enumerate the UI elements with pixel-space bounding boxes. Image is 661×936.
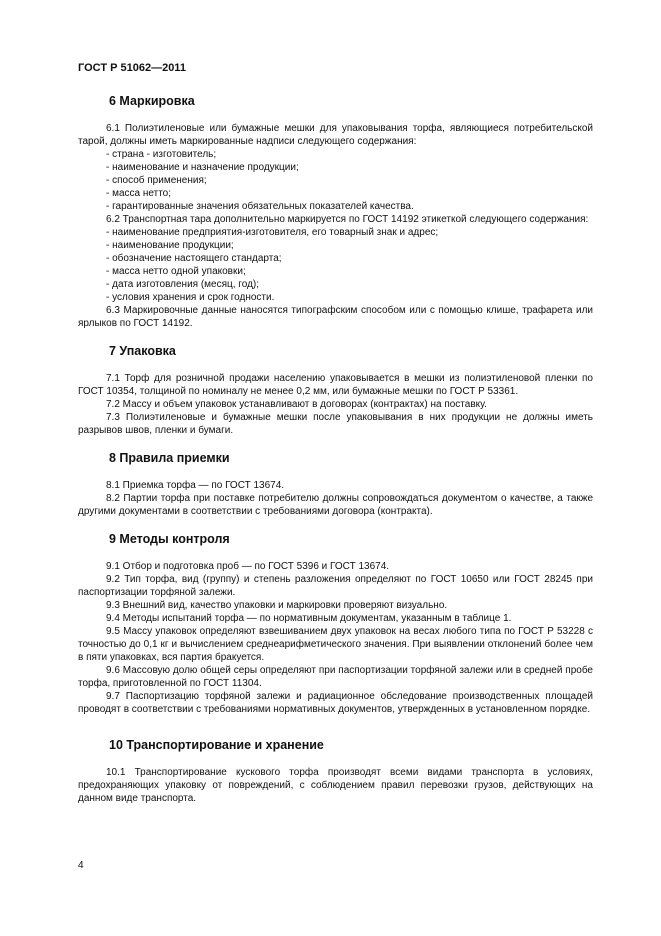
- list-item: - наименование и назначение продукции;: [106, 162, 299, 173]
- section-8-title: 8 Правила приемки: [109, 451, 230, 465]
- document-code-header: ГОСТ Р 51062—2011: [78, 62, 186, 74]
- paragraph-7-3: 7.3 Полиэтиленовые и бумажные мешки после упаковывания в них продукции не должны иметь разрывов швов, пленки и бумаги.: [78, 412, 593, 436]
- section-10-title: 10 Транспортирование и хранение: [109, 738, 324, 752]
- paragraph-10-1: 10.1 Транспортирование кускового торфа производят всеми видами транспорта в условиях, предохраняющих упаковку от повреждений, с соблюдением правил перевозки грузов, действующих на данном виде транспорта.: [78, 767, 593, 804]
- section-7-packaging: [78, 344, 593, 437]
- paragraph-9-1: 9.1 Отбор и подготовка проб — по ГОСТ 5396 и ГОСТ 13674.: [106, 561, 390, 572]
- list-item: - наименование продукции;: [106, 240, 234, 251]
- paragraph-9-2: 9.2 Тип торфа, вид (группу) и степень разложения определяют по ГОСТ 10650 или ГОСТ 28245 при паспортизации торфяной залежи.: [78, 574, 593, 598]
- list-item: - обозначение настоящего стандарта;: [106, 253, 282, 264]
- list-item: - гарантированные значения обязательных показателей качества.: [106, 201, 414, 212]
- paragraph-9-6: 9.6 Массовую долю общей серы определяют при паспортизации торфяной залежи или в средней пробе торфа, приготовленной по ГОСТ 11304.: [78, 665, 593, 689]
- paragraph-9-7: 9.7 Паспортизацию торфяной залежи и радиационное обследование производственных площадей проводят в соответствии с требованиями нормативных документов, утвержденных в установленном порядке.: [78, 691, 593, 715]
- list-item: - наименование предприятия-изготовителя, его товарный знак и адрес;: [106, 227, 439, 238]
- section-10-transport-storage: [78, 738, 593, 805]
- page-number: 4: [78, 860, 84, 871]
- document-page: [78, 62, 593, 819]
- paragraph-9-3: 9.3 Внешний вид, качество упаковки и маркировки проверяют визуально.: [106, 600, 448, 611]
- section-8-acceptance: [78, 451, 593, 518]
- list-item: - страна - изготовитель;: [106, 149, 217, 160]
- list-item: - масса нетто;: [106, 188, 172, 199]
- paragraph-9-5: 9.5 Массу упаковок определяют взвешиванием двух упаковок на весах любого типа по ГОСТ Р 53228 с точностью до 0,1 кг и вычислением среднеарифметического значения. При выявлении отклонений более чем в пяти упаковках, вся партия бракуется.: [78, 626, 593, 663]
- paragraph-6-1: 6.1 Полиэтиленовые или бумажные мешки для упаковывания торфа, являющиеся потребительской тарой, должны иметь маркированные надписи следующего содержания:: [78, 123, 593, 147]
- section-6-marking: [78, 94, 593, 330]
- paragraph-6-2: 6.2 Транспортная тара дополнительно маркируется по ГОСТ 14192 этикеткой следующего содержания:: [106, 214, 589, 225]
- list-item: - способ применения;: [106, 175, 207, 186]
- paragraph-7-2: 7.2 Массу и объем упаковок устанавливают в договорах (контрактах) на поставку.: [106, 399, 487, 410]
- paragraph-8-2: 8.2 Партии торфа при поставке потребителю должны сопровождаться документом о качестве, а также другими документами в соответствии с требованиями договора (контракта).: [78, 493, 593, 517]
- list-6-1: [78, 148, 593, 213]
- section-9-control-methods: [78, 532, 593, 716]
- section-6-title: 6 Маркировка: [109, 94, 195, 108]
- paragraph-7-1: 7.1 Торф для розничной продажи населению упаковывается в мешки из полиэтиленовой пленки по ГОСТ 10354, толщиной по номиналу не менее 0,2 мм, или бумажные мешки по ГОСТ Р 53361.: [78, 373, 593, 397]
- list-item: - условия хранения и срок годности.: [106, 292, 275, 303]
- section-9-title: 9 Методы контроля: [109, 532, 230, 546]
- list-item: - дата изготовления (месяц, год);: [106, 279, 260, 290]
- paragraph-9-4: 9.4 Методы испытаний торфа — по нормативным документам, указанным в таблице 1.: [106, 613, 512, 624]
- list-item: - масса нетто одной упаковки;: [106, 266, 246, 277]
- list-6-2: [78, 226, 593, 304]
- paragraph-6-3: 6.3 Маркировочные данные наносятся типографским способом или с помощью клише, трафарета или ярлыков по ГОСТ 14192.: [78, 305, 593, 329]
- paragraph-8-1: 8.1 Приемка торфа — по ГОСТ 13674.: [106, 480, 285, 491]
- section-7-title: 7 Упаковка: [109, 344, 176, 358]
